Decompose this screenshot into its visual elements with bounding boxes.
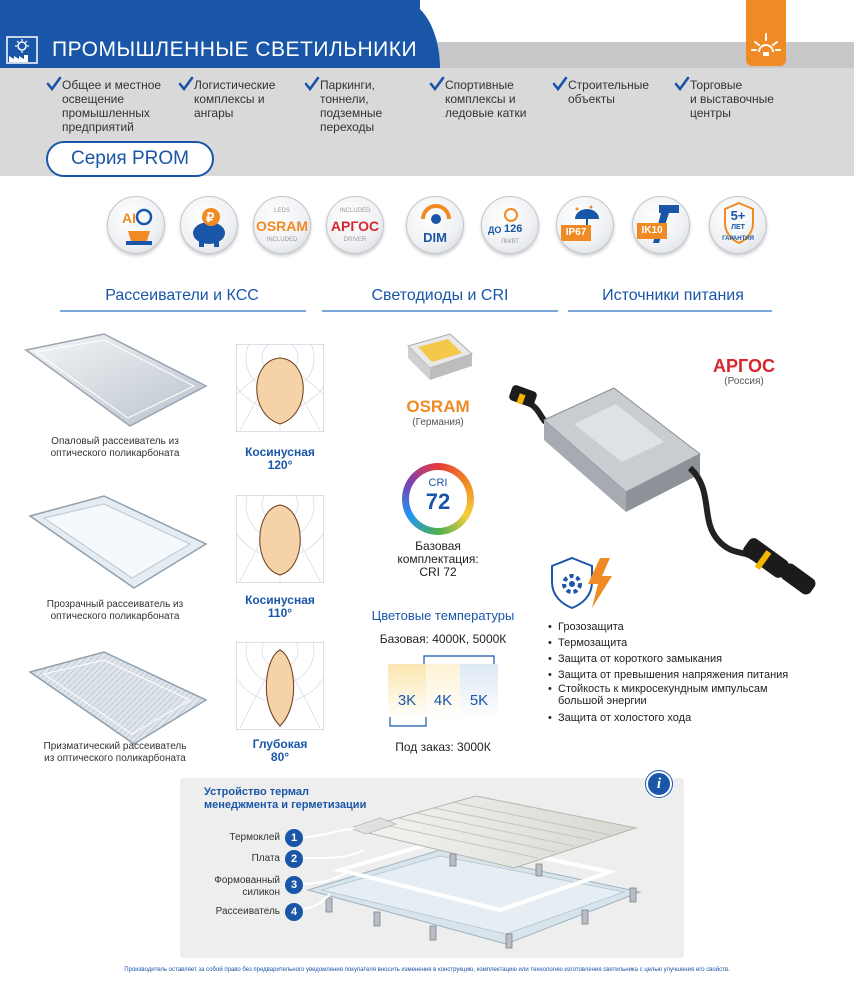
ai-feature-icon [107,196,165,254]
temp-3k: 3K [388,664,426,720]
protection-item: • Защита от превышения напряжения питания [548,667,788,683]
cri-base: Базовая комплектация: CRI 72 [397,539,479,579]
series-label: Серия PROM [46,141,214,177]
diffuser-caption-1: Опаловый рассеиватель из оптического поликарбоната [50,436,180,459]
category-line: объекты [568,92,615,106]
check-icon [552,76,568,92]
check-icon [46,76,62,92]
protection-list [548,619,788,726]
led-brand: OSRAM [406,397,470,416]
orange-tab [746,0,786,66]
thermal-layers-image [300,780,652,956]
check-icon [674,76,690,92]
ik10-feature-icon: IK10 [632,196,690,254]
temp-base: Базовая: 4000К, 5000К [379,632,507,646]
check-icon [178,76,194,92]
category-line: Спортивные [445,78,514,92]
diffuser-caption-3: Призматический рассеиватель из оптического поликарбоната [43,741,187,764]
check-icon [429,76,445,92]
osram-feature-icon: LEDS OSRAM INCLUDED [253,196,311,254]
category-line: ангары [194,106,234,120]
section-line-3 [568,310,772,312]
efficacy-feature-icon: ДО 126 ЛМ/ВТ [481,196,539,254]
clear-diffuser-image [24,492,210,592]
category-item [568,78,649,106]
section-diffusers: Рассеиватели и КСС [105,287,259,304]
layer-number-3: 3 [285,876,303,894]
category-line: подземные [320,106,383,120]
layer-number-1: 1 [285,829,303,847]
protection-item: • Стойкость к микросекундным импульсам большой энергии [548,683,788,707]
thermal-title: Устройство термал менеджмента и герметизации [204,786,367,811]
protection-item: • Грозозащита [548,619,788,635]
category-line: комплексы и [194,92,265,106]
category-line: переходы [320,120,375,134]
temp-order: Под заказ: 3000К [395,740,491,754]
ip67-feature-icon: IP67 [556,196,614,254]
svg-text:AI: AI [122,210,136,226]
category-line: и выставочные [690,92,774,106]
category-line: центры [690,106,731,120]
protection-icon [548,554,618,610]
category-line: Паркинги, [320,78,375,92]
polar-diagram-110 [236,495,324,583]
cri-ring: CRI 72 [402,463,474,535]
category-line: освещение [62,92,125,106]
layer-label-4: Рассеиватель [215,906,280,917]
protection-item: • Защита от холостого хода [548,710,788,726]
protection-item: • Термозащита [548,635,788,651]
category-item [690,78,774,120]
layer-number-2: 2 [285,850,303,868]
category-line: тоннели, [320,92,369,106]
power-brand: АРГОС [713,356,775,376]
footer-disclaimer: Производитель оставляет за собой право без предварительного уведомления покупателя вносить изменения в конструкцию, комплектацию или технологию изготовления светильника с целью улучшения его свойств. [124,967,730,973]
factory-logo-icon [6,36,38,64]
layer-label-2: Плата [251,853,280,864]
info-icon[interactable]: i [646,771,672,797]
section-power: Источники питания [602,287,744,304]
category-line: Общее и местное [62,78,162,92]
power-country: (Россия) [724,376,764,387]
category-line: Торговые [690,78,743,92]
polar-diagram-80 [236,642,324,730]
section-line-2 [322,310,558,312]
page-title: ПРОМЫШЛЕННЫЕ СВЕТИЛЬНИКИ [52,38,418,61]
category-line: Строительные [568,78,650,92]
layer-label-3: Формованный силикон [214,875,280,898]
opal-diffuser-image [18,330,210,430]
category-line: Логистические [194,78,276,92]
kss-label-2: Косинусная 110° [245,593,315,620]
layer-label-1: Термоклей [229,832,280,843]
protection-item: • Защита от короткого замыкания [548,651,788,667]
lamp-icon [746,0,786,66]
kss-label-3: Глубокая 80° [252,737,308,764]
check-icon [304,76,320,92]
kss-label-1: Косинусная 120° [245,445,315,472]
polar-diagram-120 [236,344,324,432]
led-chip-image [402,332,476,386]
temp-title: Цветовые температуры [371,608,515,623]
prismatic-diffuser-image [24,648,210,748]
category-line: ледовые катки [445,106,527,120]
section-line-1 [60,310,306,312]
category-item [320,78,382,134]
temp-order-bracket [388,716,500,730]
led-country: (Германия) [412,417,464,428]
temp-4k: 4K [426,664,460,720]
category-line: комплексы и [445,92,516,106]
category-item [194,78,275,120]
layer-number-4: 4 [285,903,303,921]
category-line: предприятий [62,120,134,134]
savings-feature-icon [180,196,238,254]
category-item [445,78,526,120]
temp-5k: 5K [460,664,498,720]
argos-feature-icon: INCLUDED АРГОС DRIVER [326,196,384,254]
category-line: промышленных [62,106,150,120]
category-item [62,78,161,134]
diffuser-caption-2: Прозрачный рассеиватель из оптического поликарбоната [46,599,184,622]
section-leds: Светодиоды и CRI [371,287,509,304]
svg-text:₽: ₽ [206,210,215,225]
warranty-feature-icon: 5+ ЛЕТ ГАРАНТИЯ [709,196,767,254]
dim-feature-icon: DIM [406,196,464,254]
